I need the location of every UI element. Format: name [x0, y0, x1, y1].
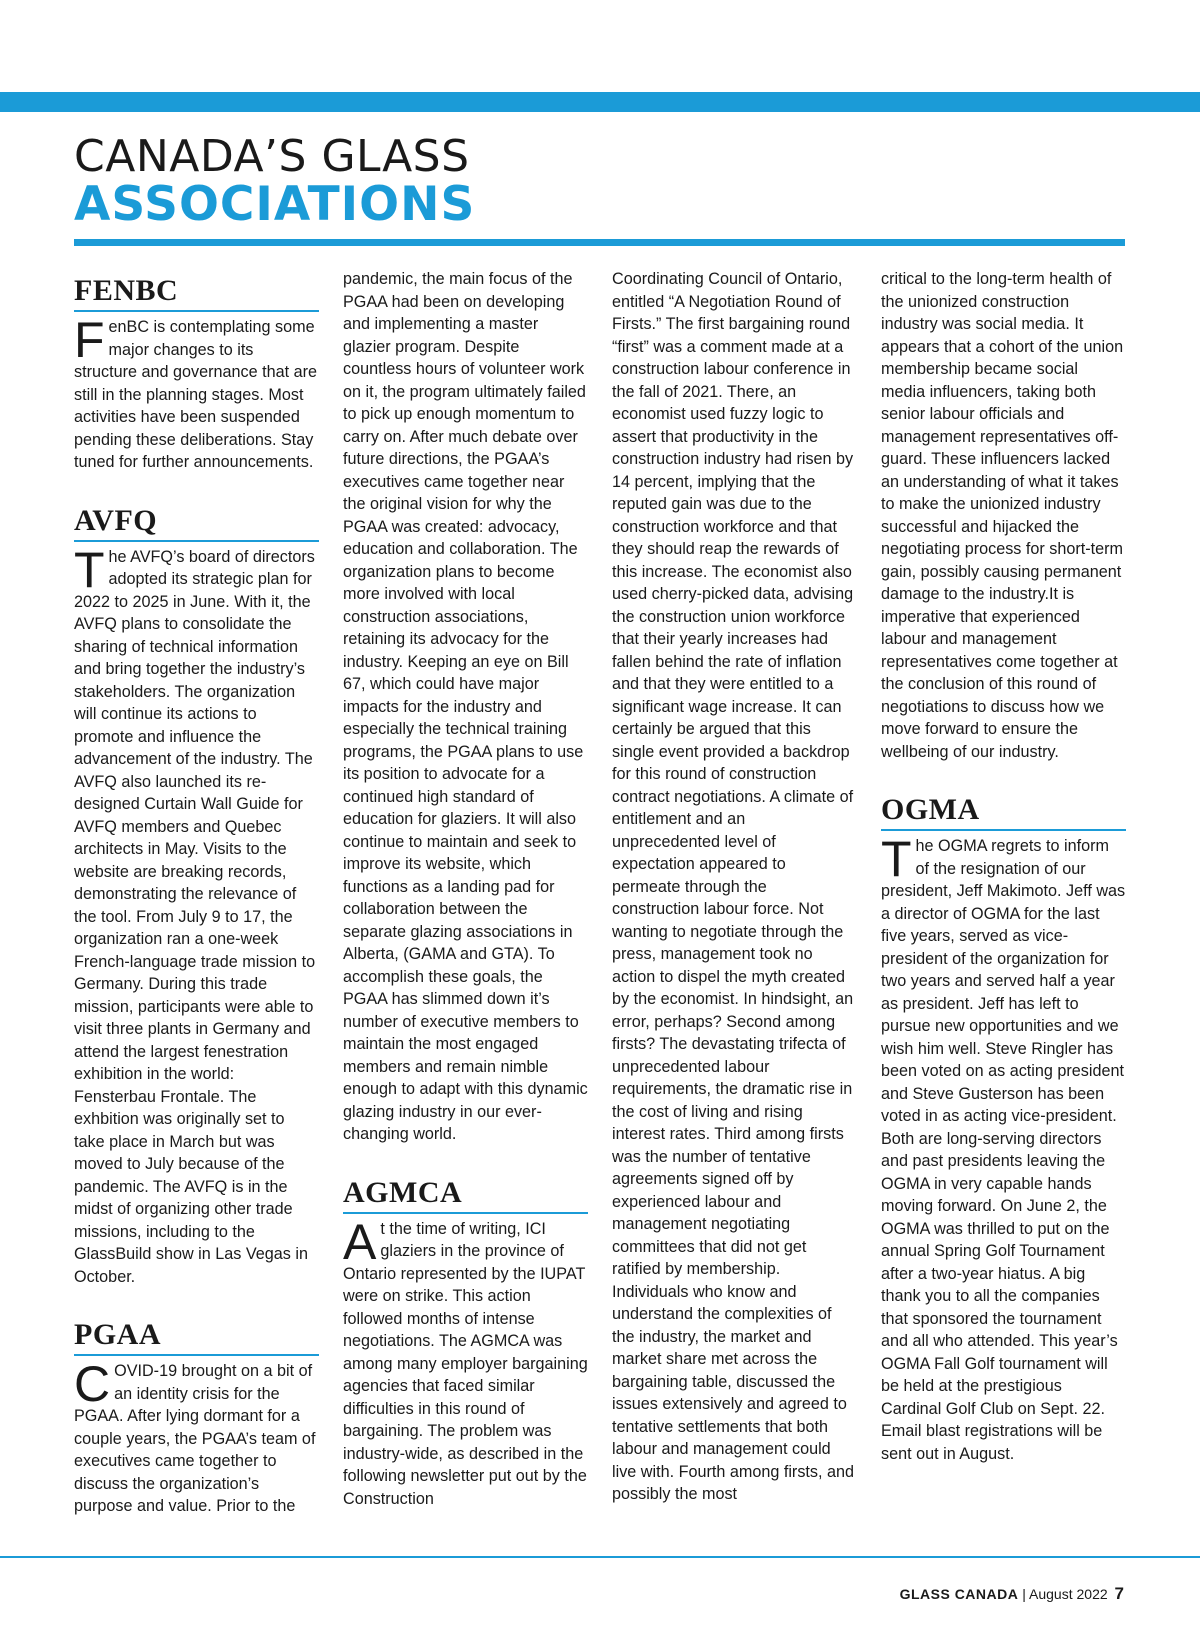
magazine-name: GLASS CANADA: [899, 1586, 1019, 1602]
section-body-agmca-continued-2: critical to the long-term health of the unionized construction industry was social media. It appears that a cohort of the union membership became social media influencers, taking both senior labour officials and management representatives off-guard. These influencers lacked an understanding of what it takes to make the unionized industry successful and hijacked the negotiating process for short-term gain, possibly causing permanent damage to the industry.It is imperative that experienced labour and management representatives come together at the conclusion of this round of negotiations to discuss how we move forward to ensure the wellbeing of our industry.: [881, 270, 1124, 761]
section-heading-avfq: AVFQ: [74, 504, 319, 542]
top-accent-bar: [0, 92, 1200, 112]
section-body-ogma: [881, 831, 1126, 1465]
body-text: OVID-19 brought on a bit of an identity crisis for the PGAA. After lying dormant for a couple years, the PGAA’s team of executives came together to discuss the organization’s purpose and value. Prior to the: [74, 1362, 316, 1515]
footer-separator: |: [1022, 1586, 1026, 1602]
issue-date: August 2022: [1029, 1586, 1108, 1602]
section-heading-fenbc: FENBC: [74, 274, 319, 312]
dropcap: A: [343, 1213, 377, 1270]
column-3: [612, 268, 857, 1506]
page-title-line1: CANADA’S GLASS: [74, 131, 470, 182]
section-body-pgaa-continued: pandemic, the main focus of the PGAA had been on developing and implementing a master glazier program. Despite countless hours of volunteer work on it, the program ultimately failed to pick up enough momentum to carry on. After much debate over future directions, the PGAA’s executives came together near the original vision for why the PGAA was created: advocacy, education and collaboration. The organization plans to become more involved with local construction associations, retaining its advocacy for the industry. Keeping an eye on Bill 67, which could have major impacts for the industry and especially the technical training programs, the PGAA plans to use its position to advocate for a continued high standard of education for glaziers. It will also continue to maintain and seek to improve its website, which functions as a landing pad for collaboration between the separate glazing associations in Alberta, (GAMA and GTA). To accomplish these goals, the PGAA has slimmed down it’s number of executive members to maintain the most engaged members and remain nimble enough to adapt with this dynamic glazing industry in our ever-changing world.: [343, 270, 588, 1143]
page-title: [74, 131, 476, 232]
section-heading-pgaa: PGAA: [74, 1318, 319, 1356]
section-body-agmca: [343, 1213, 588, 1511]
body-text: he AVFQ’s board of directors adopted its strategic plan for 2022 to 2025 in June. With it, the AVFQ plans to consolidate the sharing of technical information and bring together the industry’s stakeholders. The organization will continue its actions to promote and influence the advancement of the industry. The AVFQ also launched its re-designed Curtain Wall Guide for AVFQ members and Quebec architects in May. Visits to the website are breaking records, demonstrating the relevance of the tool. From July 9 to 17, the organization ran a one-week French-language trade mission to Germany. During this trade mission, participants were able to visit three plants in Germany and attend the largest fenestration exhibition in the world: Fensterbau Frontale. The exhbition was originally set to take place in March but was moved to July because of the pandemic. The AVFQ is in the midst of organizing other trade missions, including to the GlassBuild show in Las Vegas in October.: [74, 547, 316, 1286]
dropcap: T: [74, 541, 105, 598]
footer-divider: [0, 1556, 1200, 1558]
column-1: [74, 268, 319, 1518]
page-number: 7: [1114, 1584, 1124, 1603]
dropcap: T: [881, 831, 912, 887]
title-divider: [74, 239, 1125, 246]
body-text: enBC is contemplating some major changes to its structure and governance that are still in the planning stages. Most activities have been suspended pending these deliberations. Stay tuned for further announcements.: [74, 318, 317, 471]
page-title-line2: ASSOCIATIONS: [74, 177, 476, 232]
dropcap: C: [74, 1356, 111, 1412]
body-text: t the time of writing, ICI glaziers in the province of Ontario represented by the IUPAT were on strike. This action followed months of intense negotiations. The AGMCA was among many employer bargaining agencies that faced similar difficulties in this round of bargaining. The problem was industry-wide, as described in the following newsletter put out by the Construction: [343, 1219, 588, 1508]
dropcap: F: [74, 312, 105, 368]
column-4: [881, 268, 1126, 1465]
section-heading-agmca: AGMCA: [343, 1176, 588, 1214]
section-body-pgaa: [74, 1356, 319, 1518]
body-text: he OGMA regrets to inform of the resignation of our president, Jeff Makimoto. Jeff was a director of OGMA for the last five years, served as vice-president of the organization for two years and served half a year as president. Jeff has left to pursue new opportunities and we wish him well. Steve Ringler has been voted on as acting president and Steve Gusterson has been voted in as acting vice-president. Both are long-serving directors and past presidents leaving the OGMA in very capable hands moving forward. On June 2, the OGMA was thrilled to put on the annual Spring Golf Tournament after a two-year hiatus. A big thank you to all the companies that sponsored the tournament and all who attended. This year’s OGMA Fall Golf tournament will be held at the prestigious Cardinal Golf Club on Sept. 22. Email blast registrations will be sent out in August.: [881, 837, 1126, 1463]
section-body-agmca-continued: Coordinating Council of Ontario, entitled “A Negotiation Round of Firsts.” The first bargaining round “first” was a comment made at a construction labour conference in the fall of 2021. There, an economist used fuzzy logic to assert that productivity in the construction industry had risen by 14 percent, implying that the reputed gain was due to the construction workforce and that they should reap the rewards of this increase. The economist also used cherry-picked data, advising the construction union workforce that their yearly increases had fallen behind the rate of inflation and that they were entitled to a significant wage increase. It can certainly be argued that this single event provided a backdrop for this round of construction contract negotiations. A climate of entitlement and an unprecedented level of expectation appeared to permeate through the construction labour force. Not wanting to negotiate through the press, management took no action to dispel the myth created by the economist. In hindsight, an error, perhaps? Second among firsts? The devastating trifecta of unprecedented labour requirements, the dramatic rise in the cost of living and rising interest rates. Third among firsts was the number of tentative agreements signed off by experienced labour and management negotiating committees that did not get ratified by membership. Individuals who know and understand the complexities of the industry, the market and market share met across the bargaining table, discussed the issues extensively and agreed to tentative settlements that both labour and management could live with. Fourth among firsts, and possibly the most: [612, 270, 855, 1503]
section-body-fenbc: [74, 312, 319, 474]
page-footer: [900, 1584, 1124, 1604]
section-body-avfq: [74, 541, 319, 1289]
section-heading-ogma: OGMA: [881, 793, 1126, 831]
column-2: [343, 268, 588, 1510]
